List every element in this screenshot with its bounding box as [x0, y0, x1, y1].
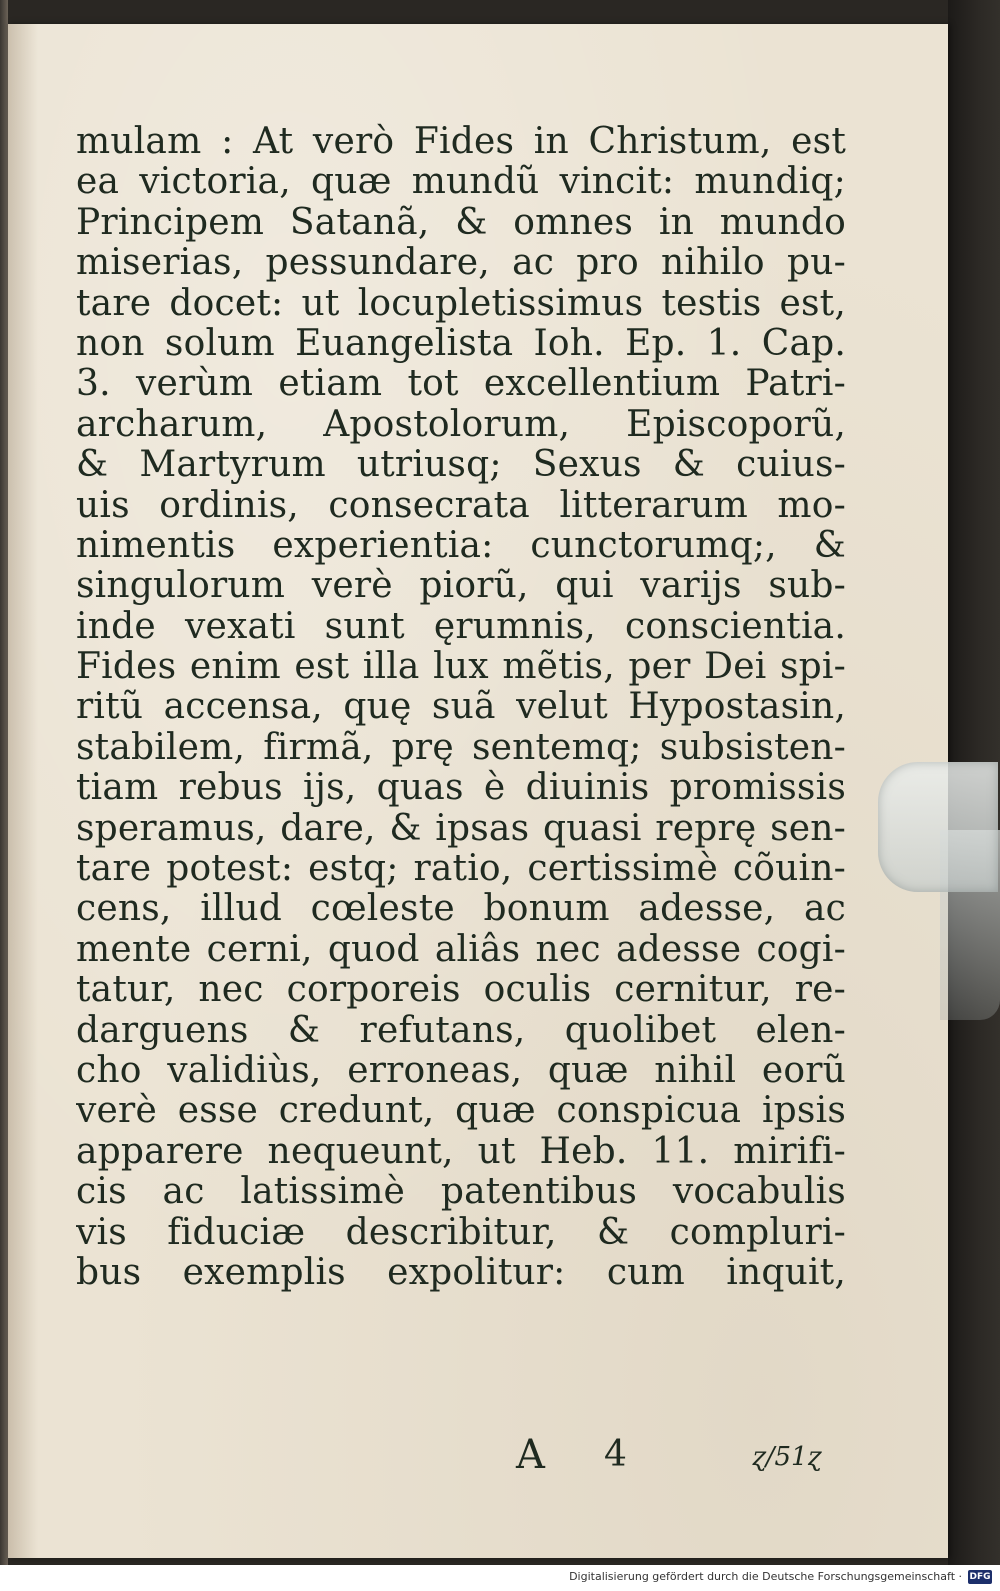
- text-line: 3. verùm etiam tot excellentium Patri-: [76, 364, 846, 405]
- page-footer: [516, 1432, 856, 1480]
- signature-number: 4: [604, 1434, 627, 1475]
- text-line: cho validiùs, erroneas, quæ nihil eorũ: [76, 1050, 846, 1091]
- text-line: non solum Euangelista Ioh. Ep. 1. Cap.: [76, 323, 846, 364]
- text-line: cens, illud cœleste bonum adesse, ac: [76, 889, 846, 930]
- text-line: tare docet: ut locupletissimus testis est,: [76, 283, 846, 324]
- text-line: nimentis experientia: cunctorumq;, &: [76, 525, 846, 566]
- text-line: Fides enim est illa lux mẽtis, per Dei spi-: [76, 647, 846, 688]
- text-line: ritũ accensa, quę suã velut Hypostasin,: [76, 687, 846, 728]
- text-line: stabilem, firmã, prę sentemq; subsisten-: [76, 727, 846, 768]
- text-line: uis ordinis, consecrata litterarum mo-: [76, 485, 846, 526]
- spine-shadow: [0, 0, 8, 1565]
- text-line: tare potest: estq; ratio, certissimè cõuin-: [76, 849, 846, 890]
- dfg-logo: DFG: [969, 1572, 991, 1582]
- page-gutter-stain: [8, 24, 38, 1558]
- text-line: archarum, Apostolorum, Episcoporũ,: [76, 404, 846, 445]
- text-line: mente cerni, quod aliâs nec adesse cogi-: [76, 929, 846, 970]
- text-line: verè esse credunt, quæ conspicua ipsis: [76, 1091, 846, 1132]
- text-line: ea victoria, quæ mundũ vincit: mundiq;: [76, 162, 846, 203]
- text-line: apparere nequeunt, ut Heb. 11. mirifi-: [76, 1131, 846, 1172]
- text-line: singulorum verè piorũ, qui varijs sub-: [76, 566, 846, 607]
- text-line: cis ac latissimè patentibus vocabulis: [76, 1172, 846, 1213]
- text-line: mulam : At verò Fides in Christum, est: [76, 122, 846, 162]
- page-clip: [878, 762, 998, 892]
- shelf-mark: ɀ/51ɀ: [752, 1442, 822, 1472]
- text-line: darguens & refutans, quolibet elen-: [76, 1010, 846, 1051]
- text-line: tatur, nec corporeis oculis cernitur, re-: [76, 970, 846, 1011]
- funding-credit: Digitalisierung gefördert durch die Deutsche Forschungsgemeinschaft ·: [569, 1570, 962, 1583]
- page-text: [76, 122, 846, 1293]
- signature-mark: A: [516, 1432, 545, 1478]
- digitization-credit-bar: [0, 1565, 1000, 1591]
- text-line: Principem Satanã, & omnes in mundo: [76, 202, 846, 243]
- text-line: inde vexati sunt ęrumnis, conscientia.: [76, 606, 846, 647]
- text-line: speramus, dare, & ipsas quasi reprę sen-: [76, 808, 846, 849]
- text-line: vis fiduciæ describitur, & compluri-: [76, 1212, 846, 1253]
- text-line: & Martyrum utriusq; Sexus & cuius-: [76, 445, 846, 486]
- text-line: miserias, pessundare, ac pro nihilo pu-: [76, 243, 846, 284]
- text-line: tiam rebus ijs, quas è diuinis promissis: [76, 768, 846, 809]
- text-line: bus exemplis expolitur: cum inquit,: [76, 1252, 846, 1293]
